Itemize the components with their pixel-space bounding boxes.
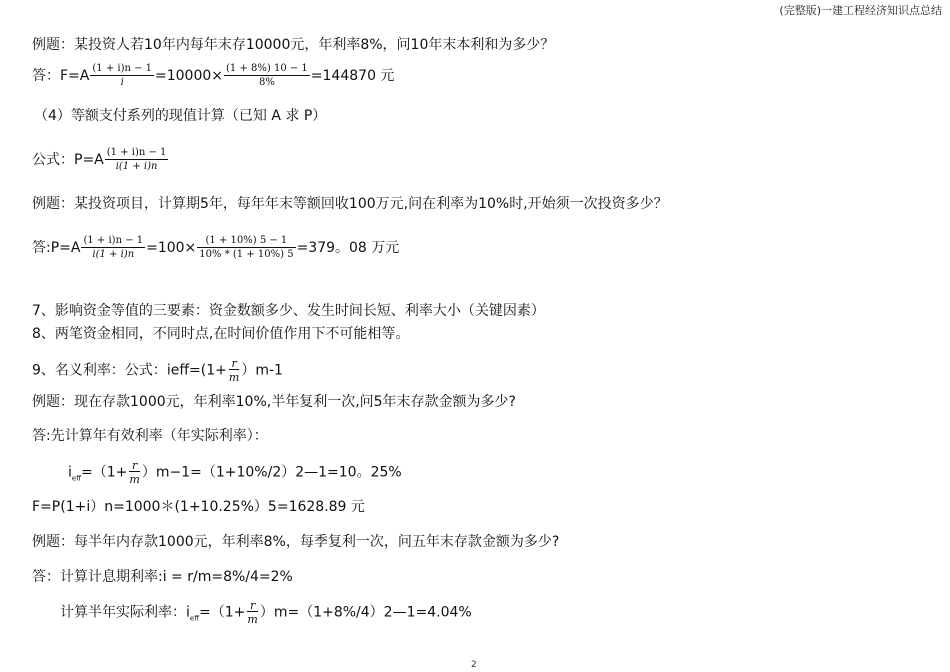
fraction-denominator: i(1 + i)n [92, 249, 135, 260]
fraction-numerator: (1 + i)n − 1 [92, 63, 153, 74]
half-year-prefix: 计算半年实际利率：i [60, 604, 190, 621]
answer-2-result: =379。08 万元 [296, 240, 400, 256]
fraction-numerator: r [229, 358, 239, 370]
subscript-eff: eff [71, 474, 82, 483]
answer-3-intro: 答:先计算年有效利率（年实际利率）： [32, 428, 268, 444]
fraction-denominator: i(1 + i)n [115, 161, 158, 172]
page-header-title: (完整版)一建工程经济知识点总结 [779, 4, 942, 17]
answer-4-half-year-rate [60, 600, 472, 625]
answer-1-formula [32, 64, 394, 88]
point-8-text: 8、两笔资金相同，不同时点,在时间价值作用下不可能相等。 [32, 326, 410, 342]
point-7-text: 7、影响资金等值的三要素：资金数额多少、发生时间长短、利率大小（关键因素） [32, 303, 545, 319]
page-number: 2 [471, 660, 477, 670]
fraction-numeric [197, 236, 295, 260]
fraction-numerator: (1 + i)n − 1 [83, 235, 144, 246]
fraction-denominator: 10% * (1 + 10%) 5 [199, 249, 294, 260]
symbol-i: i [68, 464, 72, 481]
calc-part-a: =（1+ [81, 464, 128, 481]
answer-1-prefix: 答：F=A [32, 68, 90, 84]
example-question-3: 例题：现在存款1000元，年利率10%,半年复利一次,问5年末存款金额为多少? [32, 394, 516, 410]
fraction-r-over-m [247, 600, 257, 625]
fraction-denominator: 8% [258, 77, 275, 88]
fraction-annuity-factor [90, 64, 154, 88]
calc-part-a: =（1+ [199, 604, 246, 621]
fraction-denominator: m [247, 613, 258, 626]
example-question-2: 例题：某投资项目，计算期5年，每年年末等额回收100万元,问在利率为10%时,开始须一次投资多少？ [32, 196, 668, 212]
fraction-r-over-m [229, 358, 239, 383]
formula-prefix: 公式：P=A [32, 152, 104, 168]
example-question-1: 例题：某投资人若10年内每年末存10000元，年利率8%，问10年末本利和为多少？ [32, 37, 555, 53]
nominal-rate-prefix: 9、名义利率：公式：ieff=(1+ [32, 362, 227, 379]
answer-1-mid: =10000× [155, 68, 224, 84]
point-9-nominal-rate [32, 358, 283, 383]
example-question-4: 例题：每半年内存款1000元，年利率8%，每季复利一次，问五年末存款金额为多少? [32, 534, 560, 550]
fraction-present-value-factor [105, 148, 169, 172]
fraction-numerator: (1 + 8%) 10 − 1 [226, 63, 308, 74]
fraction-r-over-m [129, 460, 139, 485]
nominal-rate-suffix: ）m-1 [241, 362, 283, 379]
fraction-numerator: r [247, 600, 257, 612]
fraction-denominator: m [228, 371, 240, 384]
answer-2-formula [32, 236, 399, 260]
answer-1-result: =144870 元 [310, 68, 395, 84]
fraction-denominator: m [129, 473, 140, 486]
subscript-eff: eff [189, 614, 200, 623]
effective-rate-calculation [68, 460, 402, 485]
present-value-formula [32, 148, 169, 172]
fraction-numerator: (1 + 10%) 5 − 1 [197, 236, 295, 248]
answer-2-mid: =100× [146, 240, 197, 256]
future-value-result: F=P(1+i）n=1000＊(1+10.25%）5=1628.89 元 [32, 499, 365, 515]
fraction-numerator: (1 + i)n − 1 [106, 147, 167, 158]
fraction-denominator: i [120, 77, 124, 88]
fraction-present-value-factor [81, 236, 145, 260]
fraction-numeric [224, 64, 310, 88]
calc-part-b: ）m−1=（1+10%/2）2—1=10。25% [141, 464, 402, 481]
answer-2-prefix: 答:P=A [32, 240, 81, 256]
section-heading-present-value: （4）等额支付系列的现值计算（已知 A 求 P） [34, 108, 327, 124]
answer-4-period-rate: 答：计算计息期利率:i = r/m=8%/4=2% [32, 569, 293, 585]
fraction-numerator: r [129, 460, 139, 472]
calc-part-b: ）m=（1+8%/4）2—1=4.04% [259, 604, 472, 621]
